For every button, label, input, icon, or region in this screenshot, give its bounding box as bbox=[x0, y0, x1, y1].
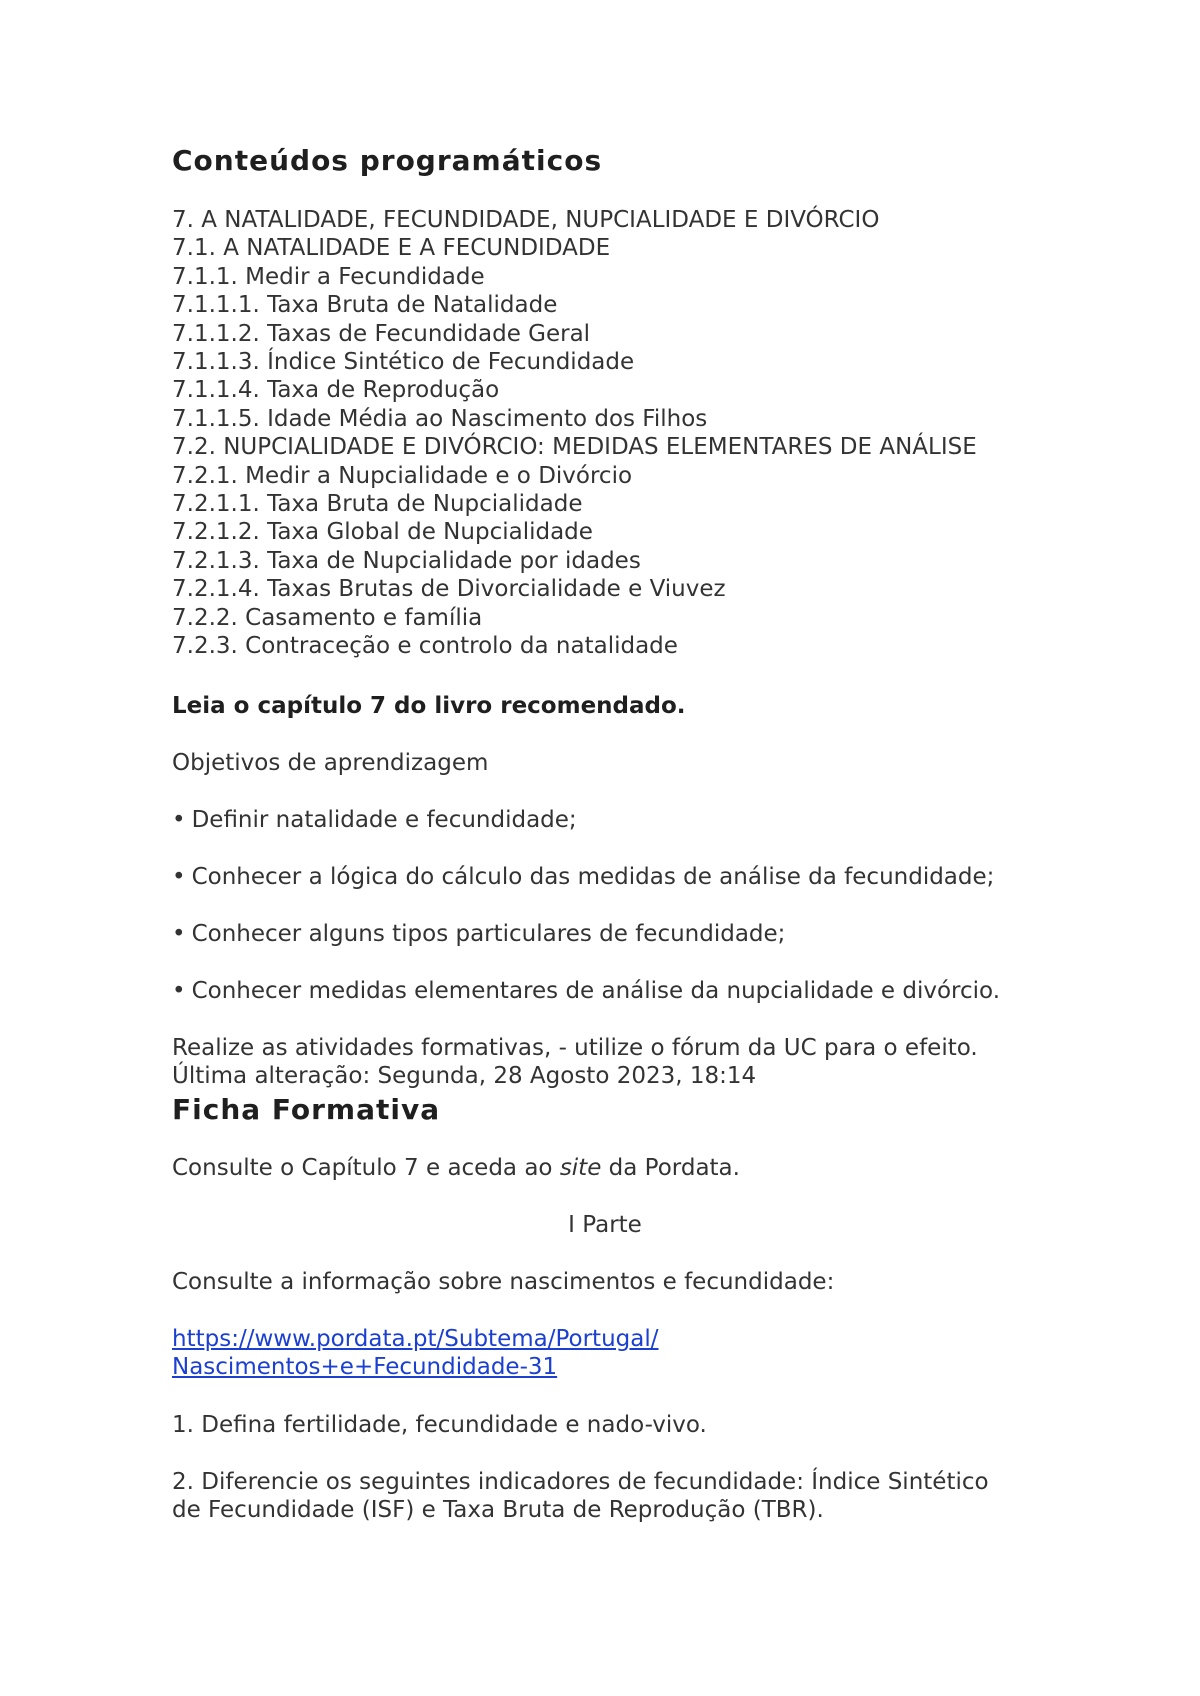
part-heading: I Parte bbox=[568, 1212, 642, 1238]
activities-note: Realize as atividades formativas, - utilize o fórum da UC para o efeito. bbox=[172, 1035, 978, 1061]
section-title-ficha: Ficha Formativa bbox=[172, 1093, 441, 1126]
toc-item: 7.1.1.3. Índice Sintético de Fecundidade bbox=[172, 349, 635, 376]
toc-item: 7.2.2. Casamento e família bbox=[172, 604, 483, 631]
bullet-icon: • bbox=[172, 921, 186, 947]
consult-italic: site bbox=[559, 1155, 602, 1181]
objective-text: Definir natalidade e fecundidade; bbox=[191, 807, 577, 833]
toc-item: 7.1.1. Medir a Fecundidade bbox=[172, 263, 485, 290]
objectives-heading: Objetivos de aprendizagem bbox=[172, 750, 489, 776]
objective-text: Conhecer medidas elementares de análise da nupcialidade e divórcio. bbox=[191, 978, 1001, 1004]
last-modified: Última alteração: Segunda, 28 Agosto 2023, 18:14 bbox=[172, 1063, 757, 1089]
toc-item: 7.2.1.1. Taxa Bruta de Nupcialidade bbox=[172, 491, 583, 518]
toc-item: 7.2.1. Medir a Nupcialidade e o Divórcio bbox=[172, 462, 633, 489]
bullet-icon: • bbox=[172, 864, 186, 890]
section-title-conteudos: Conteúdos programáticos bbox=[172, 144, 603, 177]
pordata-link-line1[interactable]: https://www.pordata.pt/Subtema/Portugal/ bbox=[172, 1326, 659, 1352]
toc-list bbox=[172, 206, 977, 661]
toc-item: 7.2.1.2. Taxa Global de Nupcialidade bbox=[172, 519, 593, 546]
question-2-line2: de Fecundidade (ISF) e Taxa Bruta de Reprodução (TBR). bbox=[172, 1497, 824, 1523]
bullet-icon: • bbox=[172, 978, 186, 1004]
toc-item: 7.1. A NATALIDADE E A FECUNDIDADE bbox=[172, 235, 611, 262]
toc-item: 7.2.1.3. Taxa de Nupcialidade por idades bbox=[172, 547, 641, 574]
objective-item bbox=[172, 863, 994, 891]
toc-item: 7.2.3. Contraceção e controlo da natalidade bbox=[172, 633, 678, 660]
toc-item: 7. A NATALIDADE, FECUNDIDADE, NUPCIALIDADE E DIVÓRCIO bbox=[172, 207, 880, 233]
pordata-link[interactable] bbox=[172, 1325, 658, 1382]
consult-chapter bbox=[172, 1154, 740, 1182]
read-chapter-note: Leia o capítulo 7 do livro recomendado. bbox=[172, 693, 686, 719]
toc-item: 7.1.1.2. Taxas de Fecundidade Geral bbox=[172, 320, 591, 347]
objective-item bbox=[172, 920, 785, 948]
toc-item: 7.2.1.4. Taxas Brutas de Divorcialidade e Viuvez bbox=[172, 576, 726, 603]
objective-item bbox=[172, 806, 577, 834]
toc-item: 7.1.1.4. Taxa de Reprodução bbox=[172, 377, 500, 404]
question-1: 1. Defina fertilidade, fecundidade e nado-vivo. bbox=[172, 1412, 707, 1438]
pordata-link-line2[interactable]: Nascimentos+e+Fecundidade-31 bbox=[172, 1354, 558, 1381]
toc-item: 7.2. NUPCIALIDADE E DIVÓRCIO: MEDIDAS ELEMENTARES DE ANÁLISE bbox=[172, 434, 977, 461]
info-instruction: Consulte a informação sobre nascimentos e fecundidade: bbox=[172, 1269, 835, 1295]
objective-item bbox=[172, 977, 1000, 1005]
consult-text: Consulte o Capítulo 7 e aceda ao bbox=[172, 1155, 560, 1181]
consult-text-end: da Pordata. bbox=[601, 1155, 740, 1181]
question-2-line1: 2. Diferencie os seguintes indicadores de fecundidade: Índice Sintético bbox=[172, 1469, 989, 1495]
bullet-icon: • bbox=[172, 807, 186, 833]
objective-text: Conhecer alguns tipos particulares de fecundidade; bbox=[191, 921, 786, 947]
objective-text: Conhecer a lógica do cálculo das medidas de análise da fecundidade; bbox=[191, 864, 995, 890]
toc-item: 7.1.1.5. Idade Média ao Nascimento dos Filhos bbox=[172, 405, 708, 432]
toc-item: 7.1.1.1. Taxa Bruta de Natalidade bbox=[172, 292, 558, 319]
